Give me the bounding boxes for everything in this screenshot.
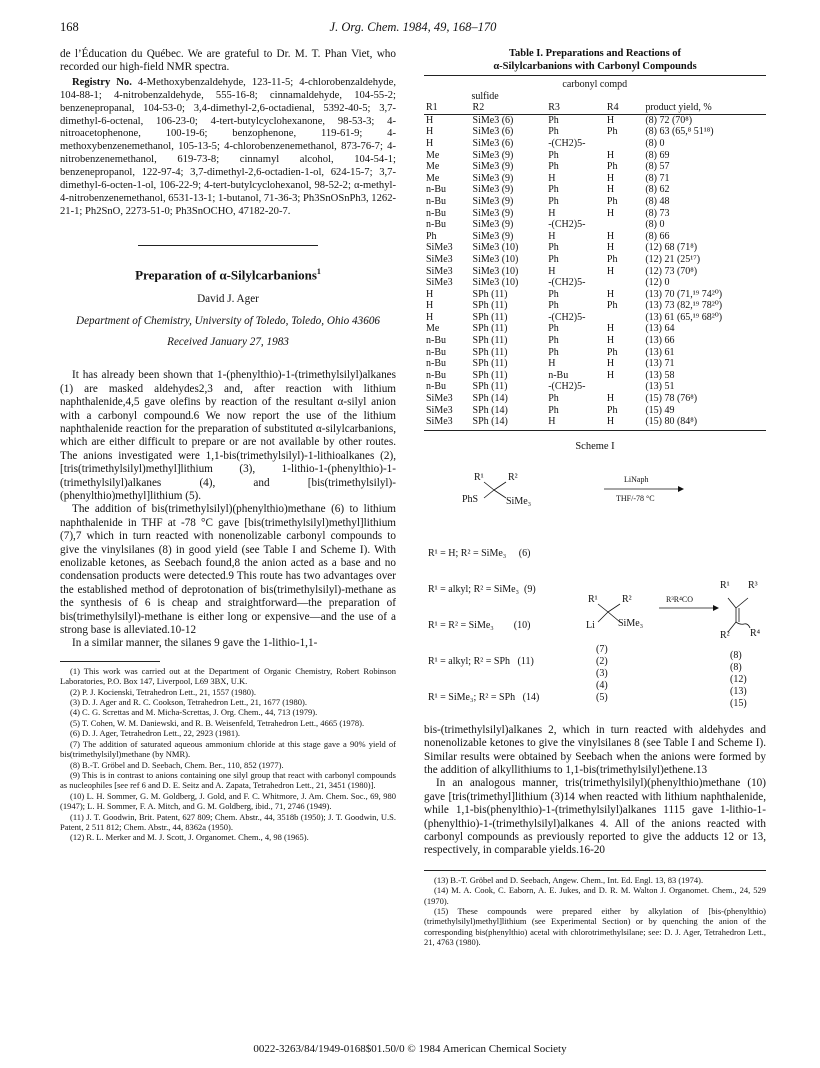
table-cell: (8) 63 (65,⁸ 51¹⁸) bbox=[645, 126, 714, 138]
table-cell: SiMe3 bbox=[426, 253, 453, 265]
table-cell: SPh (11) bbox=[472, 300, 508, 312]
int-r1: R¹ bbox=[588, 593, 598, 605]
table-cell: SiMe3 (10) bbox=[472, 265, 519, 277]
table-cell: Ph bbox=[548, 288, 559, 300]
table-cell: H bbox=[606, 358, 615, 370]
prod-r3: R³ bbox=[748, 579, 758, 591]
table-row bbox=[424, 208, 766, 220]
table-cell: SiMe3 (10) bbox=[472, 277, 519, 289]
right-column bbox=[424, 48, 766, 948]
reagent-carbonyl: R³R⁴CO bbox=[666, 594, 693, 604]
table-cell: SPh (14) bbox=[472, 404, 508, 416]
table-cell: (13) 73 (82,¹⁹ 78²⁰) bbox=[645, 300, 723, 312]
compound-number: (15) bbox=[730, 697, 747, 709]
table-cell: Ph bbox=[548, 184, 559, 196]
table-cell: -(CH2)5- bbox=[548, 277, 586, 289]
table-row bbox=[424, 196, 766, 208]
footnote: (7) The addition of saturated aqueous ammonium chloride at this stage gave a 90% yield of bis(trimethylsilyl)methane (by NMR). bbox=[60, 738, 396, 760]
footnote: (9) This is in contrast to anions containing one silyl group that react with carbonyl compounds as nucleophiles [see ref 6 and D. E. Seitz and A. Zapata, Tetrahedron Lett., 21, 3451 (1980)]. bbox=[60, 769, 396, 791]
table-row bbox=[424, 231, 766, 243]
table-header-cell: R4 bbox=[605, 102, 643, 114]
table-row bbox=[424, 347, 766, 359]
prod-r1: R¹ bbox=[720, 579, 730, 591]
table-cell: SiMe3 (9) bbox=[472, 149, 514, 161]
footnotes-right bbox=[424, 875, 766, 948]
footnote: (14) M. A. Cook, C. Eaborn, A. E. Jukes, and D. R. M. Walton J. Organomet. Chem., 24, 529 (1970). bbox=[424, 885, 766, 906]
table-row bbox=[424, 173, 766, 185]
registry-text: 4-Methoxybenzaldehyde, 123-11-5; 4-chlorobenzaldehyde, 104-88-1; 4-nitrobenzaldehyde, 555-16-8; cinnamaldehyde, 104-55-2; benzenepropanal, 104-53-0; 3,4-dimethyl-2,6-octadienal, 5392-40-5; 3,7-dimethyl-6-octenal, 106-23-0; 4-tert-butylcyclohexanone, 98-53-3; 4-nitroacetophenone, 100-19-6; benzophenone, 119-61-9; 4-methoxybenzenemethanol, 105-13-5; 4-chlorobenzenemethanol, 873-76-7; 4-nitrobenzenemethanol, 619-73-8; cinnamyl alcohol, 104-54-1; benzenepropanol, 122-97-4; 3,7-dimethyl-2,6-octadien-1-ol, 624-15-7; 3,7-dimethyl-6-octen-1-ol, 106-22-9; 4-tert-butylcyclohexanol, 98-52-2; α-methyl-4-nitrobenzenemethanol, 6531-13-1; 1-butanol, 71-36-3; Ph3SnOSnPh3, 1262-21-1; Ph2SnO, 2273-51-0; Ph3SnOCHO, 47182-20-7. bbox=[60, 76, 397, 217]
table-cell: SiMe3 (9) bbox=[472, 172, 514, 184]
table-cell: H bbox=[606, 184, 615, 196]
table-cell: (8) 0 bbox=[645, 137, 665, 149]
affiliation: Department of Chemistry, University of Toledo, Toledo, Ohio 43606 bbox=[75, 314, 381, 327]
table-row bbox=[424, 114, 766, 126]
table-cell: H bbox=[426, 288, 434, 300]
received-date: Received January 27, 1983 bbox=[167, 335, 289, 348]
table-cell: n-Bu bbox=[426, 358, 446, 370]
footnote: (3) D. J. Ager and R. C. Cookson, Tetrahedron Lett., 21, 1677 (1980). bbox=[70, 697, 307, 708]
table-row bbox=[424, 335, 766, 347]
table-cell: (13) 61 bbox=[645, 346, 675, 358]
registry-label: Registry No. bbox=[72, 76, 132, 88]
sm-r1: R¹ bbox=[474, 471, 484, 483]
table-cell: H bbox=[606, 114, 615, 126]
table-cell: SPh (11) bbox=[472, 381, 508, 393]
table-cell: Ph bbox=[548, 242, 559, 254]
table-cell: n-Bu bbox=[426, 195, 446, 207]
table-cell: -(CH2)5- bbox=[548, 137, 586, 149]
title-footnote-ref: 1 bbox=[316, 266, 321, 276]
table-cell: (12) 68 (71⁸) bbox=[645, 242, 698, 254]
table-row bbox=[424, 126, 766, 138]
table-cell: SPh (14) bbox=[472, 393, 508, 405]
table-cell: (13) 58 bbox=[645, 369, 675, 381]
table-cell: Ph bbox=[548, 335, 559, 347]
table-cell: H bbox=[606, 207, 615, 219]
table-header-cell: product yield, % bbox=[643, 102, 766, 114]
table-cell: H bbox=[548, 265, 556, 277]
table-cell: SiMe3 bbox=[426, 404, 453, 416]
table-cell: (13) 70 (71,¹⁹ 74²⁰) bbox=[645, 288, 723, 300]
table-cell: SiMe3 bbox=[424, 416, 471, 430]
footnote: (12) R. L. Merker and M. J. Scott, J. Organomet. Chem., 4, 98 (1965). bbox=[70, 832, 309, 843]
body-paragraph-2: The addition of bis(trimethylsilyl)(phenylthio)methane (6) to lithium naphthalenide in THF at -78 °C gave [bis(trimethylsilyl)methyl]lithium (7),7 which in turn reacted with nonenolizable carbonyl compounds to give the vinylsilanes (8) in good yield (see Table I and Scheme I). With enolizable ketones, as Seebach found,8 the anion acted as a base and no condensation products were detected.9 This route has two advantages over the established method of deprotonation of bis(trimethylsilyl)-methane as the synthesis of 6 is cheap and straightforward—the preparation of bis(trimethylsilyl)-methane is either long or expensive—and the use of a strong base is alleviated.10-12 bbox=[60, 503, 396, 637]
table-cell: Ph bbox=[606, 346, 618, 358]
compound-number: (3) bbox=[596, 667, 608, 679]
table-cell: Ph bbox=[548, 126, 559, 138]
table-cell: (13) 51 bbox=[645, 381, 675, 393]
section-divider bbox=[138, 245, 318, 246]
table-caption-line1: Table I. Preparations and Reactions of bbox=[508, 48, 682, 59]
table-row bbox=[424, 138, 766, 150]
table-row bbox=[424, 405, 766, 417]
table-cell: (8) 57 bbox=[645, 161, 670, 173]
table-cell: (15) 49 bbox=[645, 404, 675, 416]
intermediate-numbers bbox=[596, 644, 608, 704]
table-cell: H bbox=[548, 207, 556, 219]
page-number: 168 bbox=[60, 20, 79, 34]
body-paragraph-1: It has already been shown that 1-(phenylthio)-1-(trimethylsilyl)alkanes (1) are masked aldehydes2,3 and, after reaction with lithium naphthalenide,4,5 gave olefins by reaction of the resultant α-silyl anion with a carbonyl compound.6 We now report the use of the lithium naphthalenide reaction for the preparation of substituted α-silylcarbanions, which are either difficult to prepare or are not available by other routes. The anions investigated were 1,1-bis(trimethylsilyl)-1-lithioalkanes (2), [tris(trimethylsilyl)methyl]lithium (3), 1-lithio-1-(phenylthio)-1-(trimethylsilyl)alkanes (4), and [bis(trimethylsilyl)-(phenylthio)methyl]lithium (5). bbox=[60, 369, 396, 502]
sm-phs: PhS bbox=[462, 493, 479, 505]
table-cell: Ph bbox=[606, 195, 618, 207]
table-row bbox=[424, 323, 766, 335]
table-cell: Ph bbox=[548, 114, 559, 126]
table-header-cell: R2 bbox=[471, 102, 547, 114]
table-row bbox=[424, 242, 766, 254]
table-cell: Me bbox=[426, 323, 440, 335]
table-cell: H bbox=[426, 114, 434, 126]
int-li: Li bbox=[586, 619, 595, 631]
table-cell: -(CH2)5- bbox=[548, 381, 586, 393]
table-cell: (15) 78 (76⁸) bbox=[645, 393, 698, 405]
table-cell: H bbox=[548, 172, 556, 184]
table-cell: Ph bbox=[606, 404, 618, 416]
table-cell: H bbox=[426, 137, 434, 149]
table-cell: H bbox=[606, 172, 615, 184]
footnote: (15) These compounds were prepared either by alkylation of [bis-(phenylthio)(trimethylsilyl)methyl]lithium (see Experimental Section) or by quenching the anion of the corresponding bis(phenylthio) acetal with chlorotrimethylsilane; see: D. J. Ager, Tetrahedron Lett., 21, 4763 (1980). bbox=[424, 906, 766, 948]
table-cell: (12) 73 (70⁸) bbox=[645, 265, 698, 277]
table-cell: H bbox=[606, 393, 615, 405]
definition: R¹ = alkyl; R² = SPh (11) bbox=[428, 655, 534, 667]
reagent-linaph: LiNaph bbox=[624, 474, 649, 484]
table-cell: SiMe3 (9) bbox=[472, 219, 514, 231]
table-cell: (15) 80 (84⁸) bbox=[643, 416, 766, 430]
sm-sime3: SiMe₃ bbox=[506, 495, 532, 507]
table-cell: (8) 72 (70⁸) bbox=[645, 114, 693, 126]
table-cell: SPh (11) bbox=[472, 335, 508, 347]
table-cell: Me bbox=[426, 161, 440, 173]
table-cell: H bbox=[605, 416, 643, 430]
table-cell: H bbox=[606, 288, 615, 300]
table-cell: H bbox=[426, 311, 434, 323]
table-1 bbox=[424, 75, 766, 431]
table-cell: n-Bu bbox=[426, 346, 446, 358]
table-cell: n-Bu bbox=[426, 369, 446, 381]
int-sime3: SiMe₃ bbox=[618, 617, 644, 629]
table-cell: (8) 66 bbox=[645, 230, 670, 242]
copyright-footer: 0022-3263/84/1949-0168$01.50/0 © 1984 American Chemical Society bbox=[253, 1043, 567, 1055]
table-cell: SPh (11) bbox=[472, 346, 508, 358]
registry-numbers bbox=[60, 77, 396, 219]
table-cell: SiMe3 (6) bbox=[472, 114, 514, 126]
body-paragraph-5: In an analogous manner, tris(trimethylsilyl)(phenylthio)methane (10) gave [tris(trimethyl]lithium (3)14 when reacted with lithium naphthalenide, while 1,1-bis(phenylthio)-1-(trimethylsilyl)alkanes 1115 gave 1-lithio-1-(phenylthio)-1-(trimethylsilyl)alkanes 4. All of the anions reacted with carbonyl compounds as previously reported to give the adducts 12 or 13, respectively, in comparable yields.16-20 bbox=[424, 777, 766, 857]
table-cell: SPh (11) bbox=[472, 311, 508, 323]
table-cell: Ph bbox=[548, 149, 559, 161]
table-cell: H bbox=[606, 335, 615, 347]
body-paragraph-4: bis-(trimethylsilyl)alkanes 2, which in turn reacted with aldehydes and nonenolizable ketones to give the vinylsilanes 8 (see Table I and Scheme I). Similar results were obtained by Seebach when the anions were formed by the addition of alkyllithiums to 1,1-bis(trimethylsilyl)ethene.13 bbox=[424, 723, 766, 776]
column-group-sulfide: sulfide bbox=[424, 76, 546, 103]
reagent-conditions: THF/-78 °C bbox=[616, 493, 655, 503]
table-cell: H bbox=[548, 358, 556, 370]
table-cell: H bbox=[606, 323, 615, 335]
table-cell: Ph bbox=[548, 323, 559, 335]
table-cell: -(CH2)5- bbox=[548, 219, 586, 231]
table-cell: Ph bbox=[606, 253, 618, 265]
compound-number: (8) bbox=[730, 661, 742, 673]
table-cell: SPh (11) bbox=[472, 323, 508, 335]
table-cell: H bbox=[426, 300, 434, 312]
footnote: (13) B.-T. Gröbel and D. Seebach, Angew. Chem., Int. Ed. Engl. 13, 83 (1974). bbox=[434, 874, 704, 885]
footnote: (5) T. Cohen, W. M. Daniewski, and R. B. Weisenfeld, Tetrahedron Lett., 4665 (1978). bbox=[70, 717, 365, 728]
footnote-divider bbox=[60, 661, 160, 662]
table-row bbox=[424, 266, 766, 278]
table-row bbox=[424, 254, 766, 266]
table-cell: (13) 61 (65,¹⁹ 68²⁰) bbox=[645, 311, 723, 323]
table-cell: SPh (11) bbox=[472, 288, 508, 300]
table-row bbox=[424, 416, 766, 430]
footnote: (4) C. G. Screttas and M. Micha-Screttas, J. Org. Chem., 44, 713 (1979). bbox=[70, 707, 318, 718]
table-cell: SiMe3 bbox=[426, 242, 453, 254]
table-cell: SiMe3 (10) bbox=[472, 242, 519, 254]
table-cell: SiMe3 (9) bbox=[472, 195, 514, 207]
column-group-carbonyl: carbonyl compd bbox=[546, 76, 643, 103]
table-row bbox=[424, 161, 766, 173]
table-cell: (12) 0 bbox=[645, 277, 670, 289]
table-cell: H bbox=[606, 265, 615, 277]
sm-r2: R² bbox=[508, 471, 518, 483]
author: David J. Ager bbox=[197, 293, 259, 306]
left-column bbox=[60, 48, 396, 843]
journal-citation: J. Org. Chem. 1984, 49, 168–170 bbox=[329, 20, 497, 34]
table-cell: H bbox=[546, 416, 605, 430]
table-cell: SiMe3 (9) bbox=[472, 184, 514, 196]
table-cell: Ph bbox=[548, 161, 559, 173]
table-row bbox=[424, 289, 766, 301]
table-cell: SiMe3 (10) bbox=[472, 253, 519, 265]
table-cell: (12) 21 (25¹⁷) bbox=[645, 253, 701, 265]
definition: R¹ = H; R² = SiMe₃ (6) bbox=[428, 547, 531, 559]
table-row bbox=[424, 184, 766, 196]
article-title-text: Preparation of α-Silylcarbanions bbox=[135, 267, 317, 283]
compound-number: (12) bbox=[730, 673, 747, 685]
table-cell: H bbox=[426, 126, 434, 138]
footnote: (6) D. J. Ager, Tetrahedron Lett., 22, 2923 (1981). bbox=[70, 728, 241, 739]
table-cell: (8) 48 bbox=[645, 195, 670, 207]
table-cell: Ph bbox=[548, 346, 559, 358]
table-cell: -(CH2)5- bbox=[548, 311, 586, 323]
table-cell: Ph bbox=[548, 253, 559, 265]
table-cell: SiMe3 bbox=[426, 393, 453, 405]
table-caption-line2: α-Silylcarbanions with Carbonyl Compounds bbox=[493, 60, 697, 72]
table-cell: H bbox=[548, 230, 556, 242]
body-paragraph-3: In a similar manner, the silanes 9 gave the 1-lithio-1,1- bbox=[72, 637, 318, 650]
table-row bbox=[424, 370, 766, 382]
compound-number: (5) bbox=[596, 691, 608, 703]
table-cell: H bbox=[606, 242, 615, 254]
table-cell: (13) 66 bbox=[645, 335, 675, 347]
footnote: (11) J. T. Goodwin, Brit. Patent, 627 809; Chem. Abstr., 44, 3518b (1950); J. T. Goodwin, U.S. Patent, 2 511 812; Chem. Abstr., 44, 8362a (1950). bbox=[60, 811, 396, 832]
table-header-cell: R1 bbox=[424, 102, 471, 114]
acknowledgment-text: de l’Éducation du Québec. We are grateful to Dr. M. T. Phan Viet, who recorded our high-field NMR spectra. bbox=[60, 48, 396, 74]
table-cell: Ph bbox=[548, 393, 559, 405]
table-row bbox=[424, 300, 766, 312]
article-title bbox=[60, 264, 396, 283]
table-cell: Ph bbox=[606, 300, 618, 312]
table-row bbox=[424, 277, 766, 289]
scheme-1 bbox=[424, 454, 766, 724]
table-cell: Me bbox=[426, 172, 440, 184]
footnotes-left bbox=[60, 666, 396, 843]
int-r2: R² bbox=[622, 593, 632, 605]
footnote: (1) This work was carried out at the Department of Organic Chemistry, Robert Robinson Laboratories, P.O. Box 147, Liverpool, L69 3BX, U.K. bbox=[60, 665, 396, 687]
table-cell: SiMe3 (6) bbox=[472, 126, 514, 138]
prod-r4: R⁴ bbox=[750, 627, 761, 639]
table-caption bbox=[424, 48, 766, 73]
table-cell: n-Bu bbox=[548, 369, 569, 381]
table-row bbox=[424, 358, 766, 370]
substituent-definitions bbox=[428, 524, 539, 728]
table-cell: n-Bu bbox=[426, 335, 446, 347]
table-cell: H bbox=[606, 149, 615, 161]
definition: R¹ = SiMe₃; R² = SPh (14) bbox=[428, 691, 540, 703]
table-cell: (8) 69 bbox=[645, 149, 670, 161]
table-cell: n-Bu bbox=[426, 207, 446, 219]
footnote-divider-right bbox=[424, 870, 766, 871]
table-cell: SPh (11) bbox=[472, 358, 508, 370]
table-cell: SiMe3 (9) bbox=[472, 230, 514, 242]
table-cell: (13) 71 bbox=[645, 358, 675, 370]
prod-r2: R² bbox=[720, 629, 730, 641]
definition: R¹ = R² = SiMe₃ (10) bbox=[428, 619, 531, 631]
footnote: (2) P. J. Kocienski, Tetrahedron Lett., 21, 1557 (1980). bbox=[70, 686, 256, 697]
table-row bbox=[424, 393, 766, 405]
table-cell: H bbox=[606, 230, 615, 242]
product-numbers bbox=[730, 650, 747, 710]
table-cell: SPh (14) bbox=[471, 416, 547, 430]
table-cell: SiMe3 bbox=[426, 277, 453, 289]
reaction-arrow-1 bbox=[604, 485, 684, 493]
table-cell: n-Bu bbox=[426, 184, 446, 196]
table-cell: (8) 0 bbox=[645, 219, 665, 231]
table-cell: Ph bbox=[426, 230, 437, 242]
table-cell: (8) 71 bbox=[645, 172, 670, 184]
table-header-cell: R3 bbox=[546, 102, 605, 114]
footnote: (8) B.-T. Gröbel and D. Seebach, Chem. Ber., 110, 852 (1977). bbox=[70, 759, 284, 770]
table-cell: H bbox=[606, 369, 615, 381]
table-cell: Ph bbox=[548, 195, 559, 207]
table-cell: Ph bbox=[548, 300, 559, 312]
table-cell: Me bbox=[426, 149, 440, 161]
table-cell: n-Bu bbox=[426, 381, 446, 393]
definition: R¹ = alkyl; R² = SiMe₃ (9) bbox=[428, 583, 536, 595]
table-cell: SPh (11) bbox=[472, 369, 508, 381]
footnote: (10) L. H. Sommer, G. M. Goldberg, J. Gold, and F. C. Whitmore, J. Am. Chem. Soc., 69, 980 (1947); L. H. Sommer, F. A. Mitch, and G. M. Goldberg, ibid., 71, 2746 (1949). bbox=[60, 790, 396, 812]
table-cell: (8) 62 bbox=[645, 184, 670, 196]
table-row bbox=[424, 381, 766, 393]
table-cell: SiMe3 (9) bbox=[472, 161, 514, 173]
table-cell: SiMe3 (9) bbox=[472, 207, 514, 219]
table-cell: n-Bu bbox=[426, 219, 446, 231]
table-cell: SiMe3 bbox=[426, 265, 453, 277]
compound-number: (4) bbox=[596, 679, 608, 691]
compound-number: (8) bbox=[730, 649, 742, 661]
compound-number: (13) bbox=[730, 685, 747, 697]
table-cell: (8) 73 bbox=[645, 207, 670, 219]
table-cell: Ph bbox=[548, 404, 559, 416]
page-header bbox=[60, 20, 766, 36]
table-cell: (13) 64 bbox=[645, 323, 675, 335]
compound-number: (2) bbox=[596, 655, 608, 667]
table-row bbox=[424, 150, 766, 162]
table-cell: Ph bbox=[606, 126, 618, 138]
table-row bbox=[424, 219, 766, 231]
table-cell: SiMe3 (6) bbox=[472, 137, 514, 149]
table-row bbox=[424, 312, 766, 324]
compound-number: (7) bbox=[596, 643, 608, 655]
table-cell: Ph bbox=[606, 161, 618, 173]
scheme-title: Scheme I bbox=[575, 440, 615, 452]
